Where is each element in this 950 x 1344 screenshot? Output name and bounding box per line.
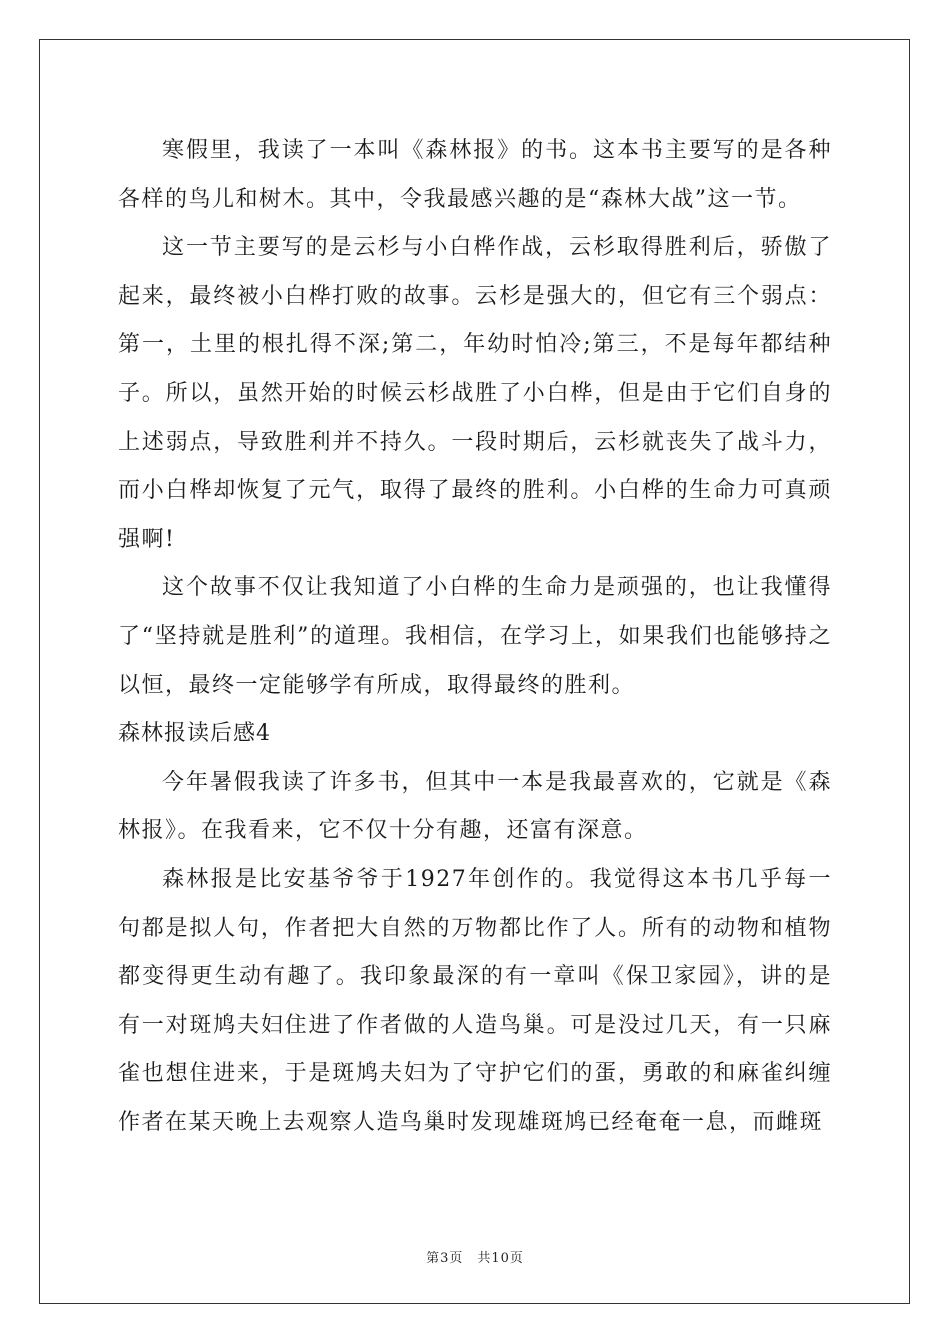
paragraph: 这个故事不仅让我知道了小白桦的生命力是顽强的，也让我懂得了“坚持就是胜利”的道理。我相信，在学习上，如果我们也能够持之以恒，最终一定能够学有所成，取得最终的胜利。 bbox=[118, 575, 832, 698]
paragraph: 寒假里，我读了一本叫《森林报》的书。这本书主要写的是各种各样的鸟儿和树木。其中，令我最感兴趣的是“森林大战”这一节。 bbox=[118, 138, 832, 212]
document-body bbox=[118, 127, 832, 1147]
page-number-footer: 第3页 共10页 bbox=[426, 1251, 524, 1266]
paragraph: 森林报是比安基爷爷于1927年创作的。我觉得这本书几乎每一句都是拟人句，作者把大自然的万物都比作了人。所有的动物和植物都变得更生动有趣了。我印象最深的有一章叫《保卫家园》，讲的是有一对斑鸠夫妇住进了作者做的人造鸟巢。可是没过几天，有一只麻雀也想住进来，于是斑鸠夫妇为了守护它们的蛋，勇敢的和麻雀纠缠作者在某天晚上去观察人造鸟巢时发现雄斑鸠已经奄奄一息，而雌斑 bbox=[118, 866, 832, 1135]
paragraph: 今年暑假我读了许多书，但其中一本是我最喜欢的，它就是《森林报》。在我看来，它不仅十分有趣，还富有深意。 bbox=[118, 769, 832, 844]
paragraph: 这一节主要写的是云杉与小白桦作战，云杉取得胜利后，骄傲了起来，最终被小白桦打败的故事。云杉是强大的，但它有三个弱点：第一，土里的根扎得不深;第二，年幼时怕冷;第三，不是每年都结种子。所以，虽然开始的时候云杉战胜了小白桦，但是由于它们自身的上述弱点，导致胜利并不持久。一段时期后，云杉就丧失了战斗力，而小白桦却恢复了元气，取得了最终的胜利。小白桦的生命力可真顽强啊! bbox=[118, 235, 832, 552]
section-heading: 森林报读后感4 bbox=[118, 721, 271, 747]
